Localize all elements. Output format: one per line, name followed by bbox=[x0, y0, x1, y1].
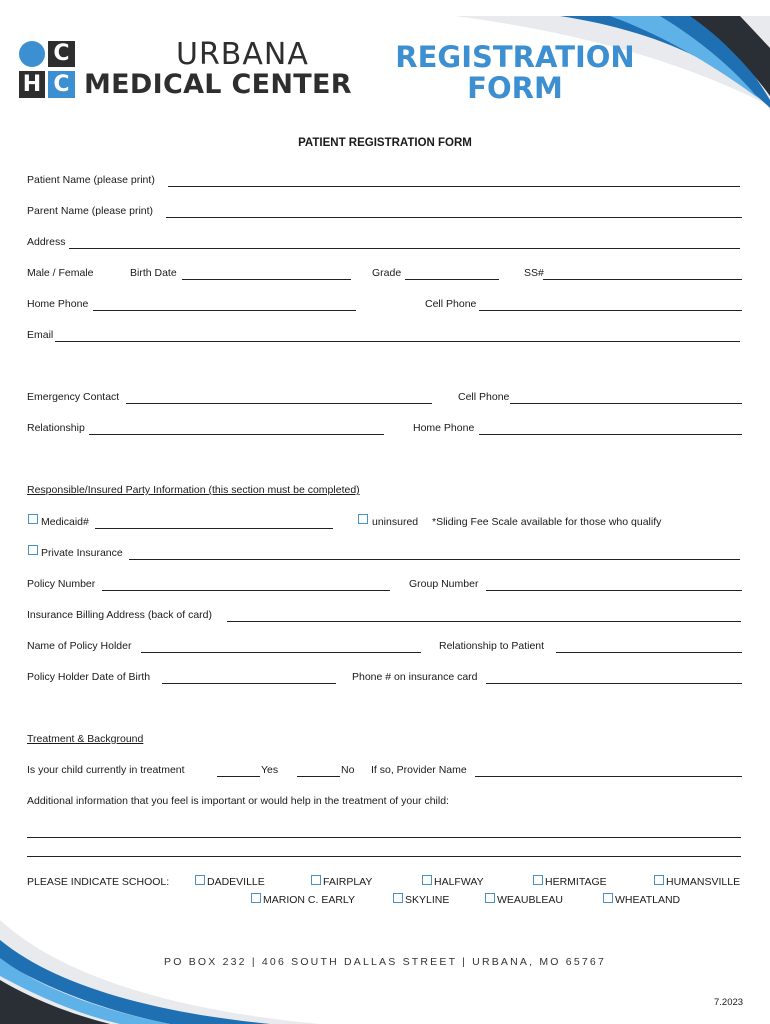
school-option-marion-c-early: MARION C. EARLY bbox=[263, 894, 355, 906]
school-option-hermitage: HERMITAGE bbox=[545, 876, 607, 888]
checkbox-humansville[interactable] bbox=[654, 875, 664, 885]
label-medicaid: Medicaid# bbox=[41, 516, 89, 528]
label-no: No bbox=[341, 764, 355, 776]
field-parent-name[interactable] bbox=[166, 217, 742, 218]
checkbox-wheatland[interactable] bbox=[603, 893, 613, 903]
label-holder-dob: Policy Holder Date of Birth bbox=[27, 671, 151, 683]
label-relationship: Relationship bbox=[27, 422, 85, 434]
label-billing-address: Insurance Billing Address (back of card) bbox=[27, 609, 213, 621]
field-emergency-contact[interactable] bbox=[126, 403, 432, 404]
header-swoosh bbox=[0, 0, 770, 130]
label-yes: Yes bbox=[261, 764, 279, 776]
label-treatment-question: Is your child currently in treatment bbox=[27, 764, 185, 776]
field-address[interactable] bbox=[69, 248, 740, 249]
field-medicaid[interactable] bbox=[95, 528, 333, 529]
label-relationship-to-patient: Relationship to Patient bbox=[439, 640, 545, 652]
label-policy-holder: Name of Policy Holder bbox=[27, 640, 132, 652]
checkbox-dadeville[interactable] bbox=[195, 875, 205, 885]
brand-urbana: URBANA bbox=[176, 37, 309, 72]
label-birth-date: Birth Date bbox=[130, 267, 177, 279]
treatment-heading: Treatment & Background bbox=[27, 733, 144, 745]
school-option-fairplay: FAIRPLAY bbox=[323, 876, 373, 888]
checkbox-marion-c-early[interactable] bbox=[251, 893, 261, 903]
label-parent-name: Parent Name (please print) bbox=[27, 205, 154, 217]
field-relationship[interactable] bbox=[89, 434, 384, 435]
field-relationship-to-patient[interactable] bbox=[556, 652, 742, 653]
label-school: PLEASE INDICATE SCHOOL: bbox=[27, 876, 170, 888]
field-private-insurance[interactable] bbox=[129, 559, 740, 560]
school-option-halfway: HALFWAY bbox=[434, 876, 484, 888]
sliding-fee-note: *Sliding Fee Scale available for those who qualify bbox=[432, 516, 662, 528]
label-male-female: Male / Female bbox=[27, 267, 94, 279]
checkbox-hermitage[interactable] bbox=[533, 875, 543, 885]
logo-letter-h: H bbox=[19, 71, 45, 98]
field-additional-info-line-1[interactable] bbox=[27, 837, 741, 838]
logo-circle bbox=[19, 41, 45, 67]
checkbox-halfway[interactable] bbox=[422, 875, 432, 885]
field-additional-info-line-2[interactable] bbox=[27, 856, 741, 857]
school-option-humansville: HUMANSVILLE bbox=[666, 876, 741, 888]
checkbox-medicaid[interactable] bbox=[28, 514, 38, 524]
field-ss[interactable] bbox=[543, 279, 742, 280]
label-additional-info: Additional information that you feel is important or would help in the treatment of your child: bbox=[27, 795, 449, 807]
field-home-phone[interactable] bbox=[93, 310, 356, 311]
field-grade[interactable] bbox=[405, 279, 499, 280]
label-cell-phone: Cell Phone bbox=[425, 298, 477, 310]
page-title: PATIENT REGISTRATION FORM bbox=[298, 137, 472, 149]
registration-form-title bbox=[395, 42, 635, 104]
field-policy-number[interactable] bbox=[102, 590, 390, 591]
label-uninsured: uninsured bbox=[372, 516, 419, 528]
logo-letter-c-top: C bbox=[48, 41, 75, 67]
field-billing-address[interactable] bbox=[227, 621, 741, 622]
school-option-skyline: SKYLINE bbox=[405, 894, 450, 906]
insurance-heading: Responsible/Insured Party Information (this section must be completed) bbox=[27, 484, 360, 496]
checkbox-fairplay[interactable] bbox=[311, 875, 321, 885]
label-private-insurance: Private Insurance bbox=[41, 547, 123, 559]
checkbox-weaubleau[interactable] bbox=[485, 893, 495, 903]
field-group-number[interactable] bbox=[486, 590, 742, 591]
label-phone-on-card: Phone # on insurance card bbox=[352, 671, 478, 683]
label-email: Email bbox=[27, 329, 54, 341]
label-policy-number: Policy Number bbox=[27, 578, 96, 590]
school-option-wheatland: WHEATLAND bbox=[615, 894, 681, 906]
checkbox-private-insurance[interactable] bbox=[28, 545, 38, 555]
registration-title-line1: REGISTRATION bbox=[395, 40, 635, 74]
field-emergency-home-phone[interactable] bbox=[479, 434, 742, 435]
field-provider-name[interactable] bbox=[475, 776, 742, 777]
label-home-phone: Home Phone bbox=[27, 298, 89, 310]
field-policy-holder[interactable] bbox=[141, 652, 421, 653]
label-patient-name: Patient Name (please print) bbox=[27, 174, 155, 186]
label-emergency-cell: Cell Phone bbox=[458, 391, 510, 403]
label-group-number: Group Number bbox=[409, 578, 479, 590]
field-patient-name[interactable] bbox=[168, 186, 740, 187]
field-emergency-cell[interactable] bbox=[510, 403, 742, 404]
field-email[interactable] bbox=[55, 341, 740, 342]
field-holder-dob[interactable] bbox=[162, 683, 336, 684]
label-provider-name: If so, Provider Name bbox=[371, 764, 467, 776]
logo-mark bbox=[18, 40, 78, 100]
field-phone-on-card[interactable] bbox=[486, 683, 742, 684]
label-emergency-home-phone: Home Phone bbox=[413, 422, 475, 434]
label-ss: SS# bbox=[524, 267, 544, 279]
field-cell-phone[interactable] bbox=[479, 310, 742, 311]
field-birth-date[interactable] bbox=[182, 279, 351, 280]
revision-date: 7.2023 bbox=[714, 997, 744, 1008]
registration-title-line2: FORM bbox=[467, 71, 563, 105]
school-option-dadeville: DADEVILLE bbox=[207, 876, 265, 888]
school-option-weaubleau: WEAUBLEAU bbox=[497, 894, 563, 906]
field-yes[interactable] bbox=[217, 776, 260, 777]
label-grade: Grade bbox=[372, 267, 402, 279]
checkbox-uninsured[interactable] bbox=[358, 514, 368, 524]
checkbox-skyline[interactable] bbox=[393, 893, 403, 903]
field-no[interactable] bbox=[297, 776, 340, 777]
label-emergency-contact: Emergency Contact bbox=[27, 391, 120, 403]
logo-letter-c-bottom: C bbox=[48, 71, 75, 98]
footer-address: PO BOX 232 | 406 SOUTH DALLAS STREET | URBANA, MO 65767 bbox=[164, 956, 606, 968]
label-address: Address bbox=[27, 236, 66, 248]
brand-medical-center: MEDICAL CENTER bbox=[84, 69, 352, 100]
